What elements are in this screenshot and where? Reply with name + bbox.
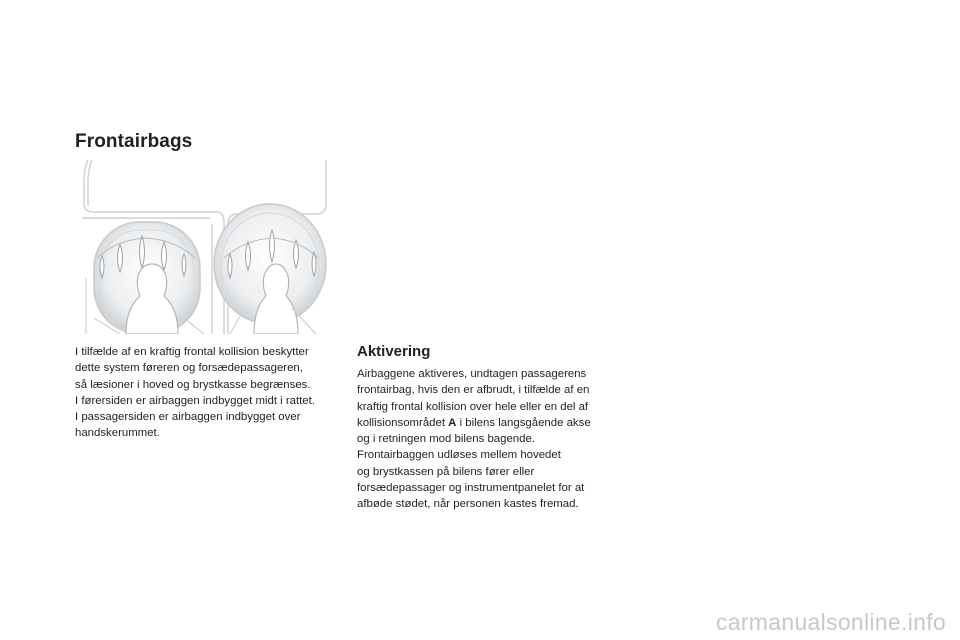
section-heading-activation: Aktivering (357, 343, 431, 360)
activation-description (357, 366, 627, 513)
airbag-deployment-illustration (80, 158, 336, 334)
watermark: carmanualsonline.info (715, 609, 946, 635)
activation-text-part-2: i bilens langsgående akse og i retningen mod bilens bagende. Frontairbaggen udløses mellem hovedet og brystkassen på bilens fører eller forsædepassager og instrumentpanelet for at afbøde stødet, når personen kastes fremad. (357, 416, 591, 511)
activation-text-part-1: Airbaggene aktiveres, undtagen passagerens frontairbag, hvis den er afbrudt, i tilfælde af en kraftig frontal kollision over hele eller en del af kollisionsområdet (357, 368, 590, 429)
passenger-airbag-icon (214, 204, 326, 334)
airbag-description: I tilfælde af en kraftig frontal kollision beskytter dette system føreren og forsædepassageren, så læsioner i hoved og brystkasse begrænses. I førersiden er airbaggen indbygget midt i rattet. I passagersiden er airbaggen indbygget over handskerummet. (75, 346, 315, 440)
collision-zone-marker: A (448, 416, 457, 429)
page-title: Frontairbags (75, 131, 193, 152)
driver-airbag-icon (86, 222, 204, 334)
